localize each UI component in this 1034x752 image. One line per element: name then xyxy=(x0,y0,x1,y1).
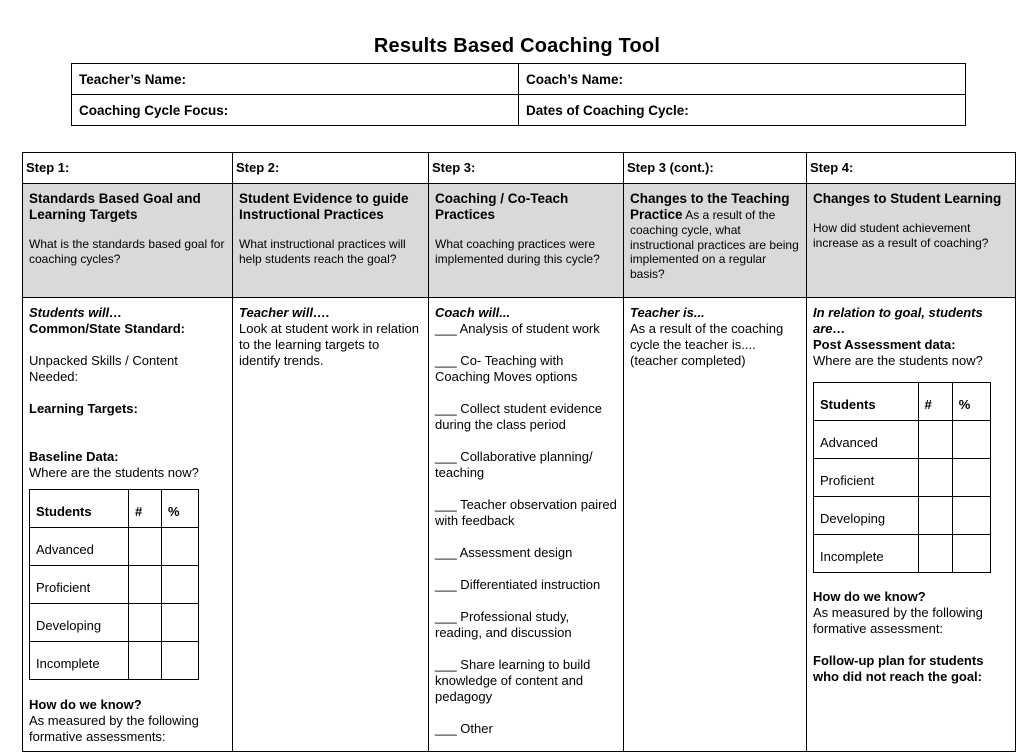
practice-item[interactable]: ___ Analysis of student work xyxy=(435,321,600,336)
unpacked-skills-label: Unpacked Skills / Content Needed: xyxy=(29,353,178,384)
follow-up-plan-label: Follow-up plan for students who did not reach the goal: xyxy=(813,653,984,684)
formative-assessment-text: As measured by the following formative assessment: xyxy=(813,605,983,636)
step-4-header xyxy=(807,184,1016,298)
in-relation-to-goal-label: In relation to goal, students are… xyxy=(813,305,983,336)
standard-label: Common/State Standard: xyxy=(29,321,186,336)
row-label: Advanced xyxy=(30,528,129,566)
info-table xyxy=(71,63,966,126)
percent-header: % xyxy=(162,490,199,528)
coach-will-label: Coach will... xyxy=(435,305,511,320)
practice-item[interactable]: ___ Collect student evidence during the class period xyxy=(435,401,602,432)
post-assessment-question: Where are the students now? xyxy=(813,353,983,368)
step-4-label: Step 4: xyxy=(807,153,1016,184)
how-do-we-know-label: How do we know? xyxy=(29,697,142,712)
percent-header: % xyxy=(952,383,990,421)
step-1-header xyxy=(23,184,233,298)
row-label: Incomplete xyxy=(814,535,919,573)
students-header: Students xyxy=(814,383,919,421)
percent-cell[interactable] xyxy=(952,459,990,497)
step-2-title: Student Evidence to guide Instructional Practices xyxy=(239,191,409,222)
step-3-label: Step 3: xyxy=(429,153,624,184)
teacher-is-label: Teacher is... xyxy=(630,305,705,320)
count-cell[interactable] xyxy=(918,459,952,497)
document-title: Results Based Coaching Tool xyxy=(373,35,661,57)
row-label: Proficient xyxy=(30,566,129,604)
step-3-body[interactable] xyxy=(429,298,624,752)
percent-cell[interactable] xyxy=(162,642,199,680)
percent-cell[interactable] xyxy=(162,528,199,566)
step-3-cont-body[interactable] xyxy=(624,298,807,752)
how-do-we-know-label: How do we know? xyxy=(813,589,926,604)
practice-item[interactable]: ___ Professional study, reading, and discussion xyxy=(435,609,572,640)
step-3-title: Coaching / Co-Teach Practices xyxy=(435,191,569,222)
teacher-is-text: As a result of the coaching cycle the teacher is.... (teacher completed) xyxy=(630,321,784,368)
teacher-will-label: Teacher will…. xyxy=(239,305,330,320)
step-2-label: Step 2: xyxy=(233,153,429,184)
row-label: Developing xyxy=(30,604,129,642)
row-label: Incomplete xyxy=(30,642,129,680)
teacher-will-text: Look at student work in relation to the learning targets to identify trends. xyxy=(239,321,419,368)
baseline-data-label: Baseline Data: xyxy=(29,449,119,464)
percent-cell[interactable] xyxy=(162,566,199,604)
percent-cell[interactable] xyxy=(952,421,990,459)
count-cell[interactable] xyxy=(129,642,162,680)
step-3-question: What coaching practices were implemented during this cycle? xyxy=(435,237,600,266)
count-header: # xyxy=(918,383,952,421)
step-3-cont-text: As a result of the coaching cycle, what instructional practices are being implemented on a regular basis? xyxy=(630,208,799,281)
baseline-question: Where are the students now? xyxy=(29,465,199,480)
practice-item[interactable]: ___ Assessment design xyxy=(435,545,573,560)
formative-assessments-text: As measured by the following formative assessments: xyxy=(29,713,199,744)
count-cell[interactable] xyxy=(129,566,162,604)
count-cell[interactable] xyxy=(918,535,952,573)
count-cell[interactable] xyxy=(129,604,162,642)
count-header: # xyxy=(129,490,162,528)
step-3-cont-label: Step 3 (cont.): xyxy=(624,153,807,184)
learning-targets-label: Learning Targets: xyxy=(29,401,138,416)
step-2-body[interactable] xyxy=(233,298,429,752)
count-cell[interactable] xyxy=(918,421,952,459)
percent-cell[interactable] xyxy=(952,535,990,573)
students-header: Students xyxy=(30,490,129,528)
step-3-cont-title: Changes to the Teaching Practice xyxy=(630,191,790,222)
step-3-cont-header xyxy=(624,184,807,298)
students-will-label: Students will… xyxy=(29,305,123,320)
coach-name-field[interactable]: Coach’s Name: xyxy=(519,64,966,95)
step-3-header xyxy=(429,184,624,298)
baseline-students-table xyxy=(29,489,199,680)
percent-cell[interactable] xyxy=(162,604,199,642)
teacher-name-field[interactable]: Teacher’s Name: xyxy=(72,64,519,95)
practice-item[interactable]: ___ Teacher observation paired with feedback xyxy=(435,497,617,528)
practice-item[interactable]: ___ Co- Teaching with Coaching Moves options xyxy=(435,353,578,384)
step-2-question: What instructional practices will help students reach the goal? xyxy=(239,237,406,266)
count-cell[interactable] xyxy=(129,528,162,566)
post-students-table xyxy=(813,382,991,573)
practice-item[interactable]: ___ Collaborative planning/ teaching xyxy=(435,449,593,480)
coaching-cycle-focus-field[interactable]: Coaching Cycle Focus: xyxy=(72,95,519,126)
practice-item[interactable]: ___ Share learning to build knowledge of content and pedagogy xyxy=(435,657,591,704)
practice-item[interactable]: ___ Differentiated instruction xyxy=(435,577,601,592)
row-label: Developing xyxy=(814,497,919,535)
coaching-cycle-dates-field[interactable]: Dates of Coaching Cycle: xyxy=(519,95,966,126)
row-label: Proficient xyxy=(814,459,919,497)
step-1-label: Step 1: xyxy=(23,153,233,184)
post-assessment-label: Post Assessment data: xyxy=(813,337,956,352)
step-4-question: How did student achievement increase as a result of coaching? xyxy=(813,221,989,250)
row-label: Advanced xyxy=(814,421,919,459)
step-1-question: What is the standards based goal for coaching cycles? xyxy=(29,237,225,266)
count-cell[interactable] xyxy=(918,497,952,535)
step-4-title: Changes to Student Learning xyxy=(813,191,1002,206)
step-1-body[interactable] xyxy=(23,298,233,752)
coaching-table xyxy=(22,152,1016,752)
step-4-body[interactable] xyxy=(807,298,1016,752)
step-2-header xyxy=(233,184,429,298)
percent-cell[interactable] xyxy=(952,497,990,535)
step-1-title: Standards Based Goal and Learning Targets xyxy=(29,191,201,222)
practice-item[interactable]: ___ Other xyxy=(435,721,493,736)
